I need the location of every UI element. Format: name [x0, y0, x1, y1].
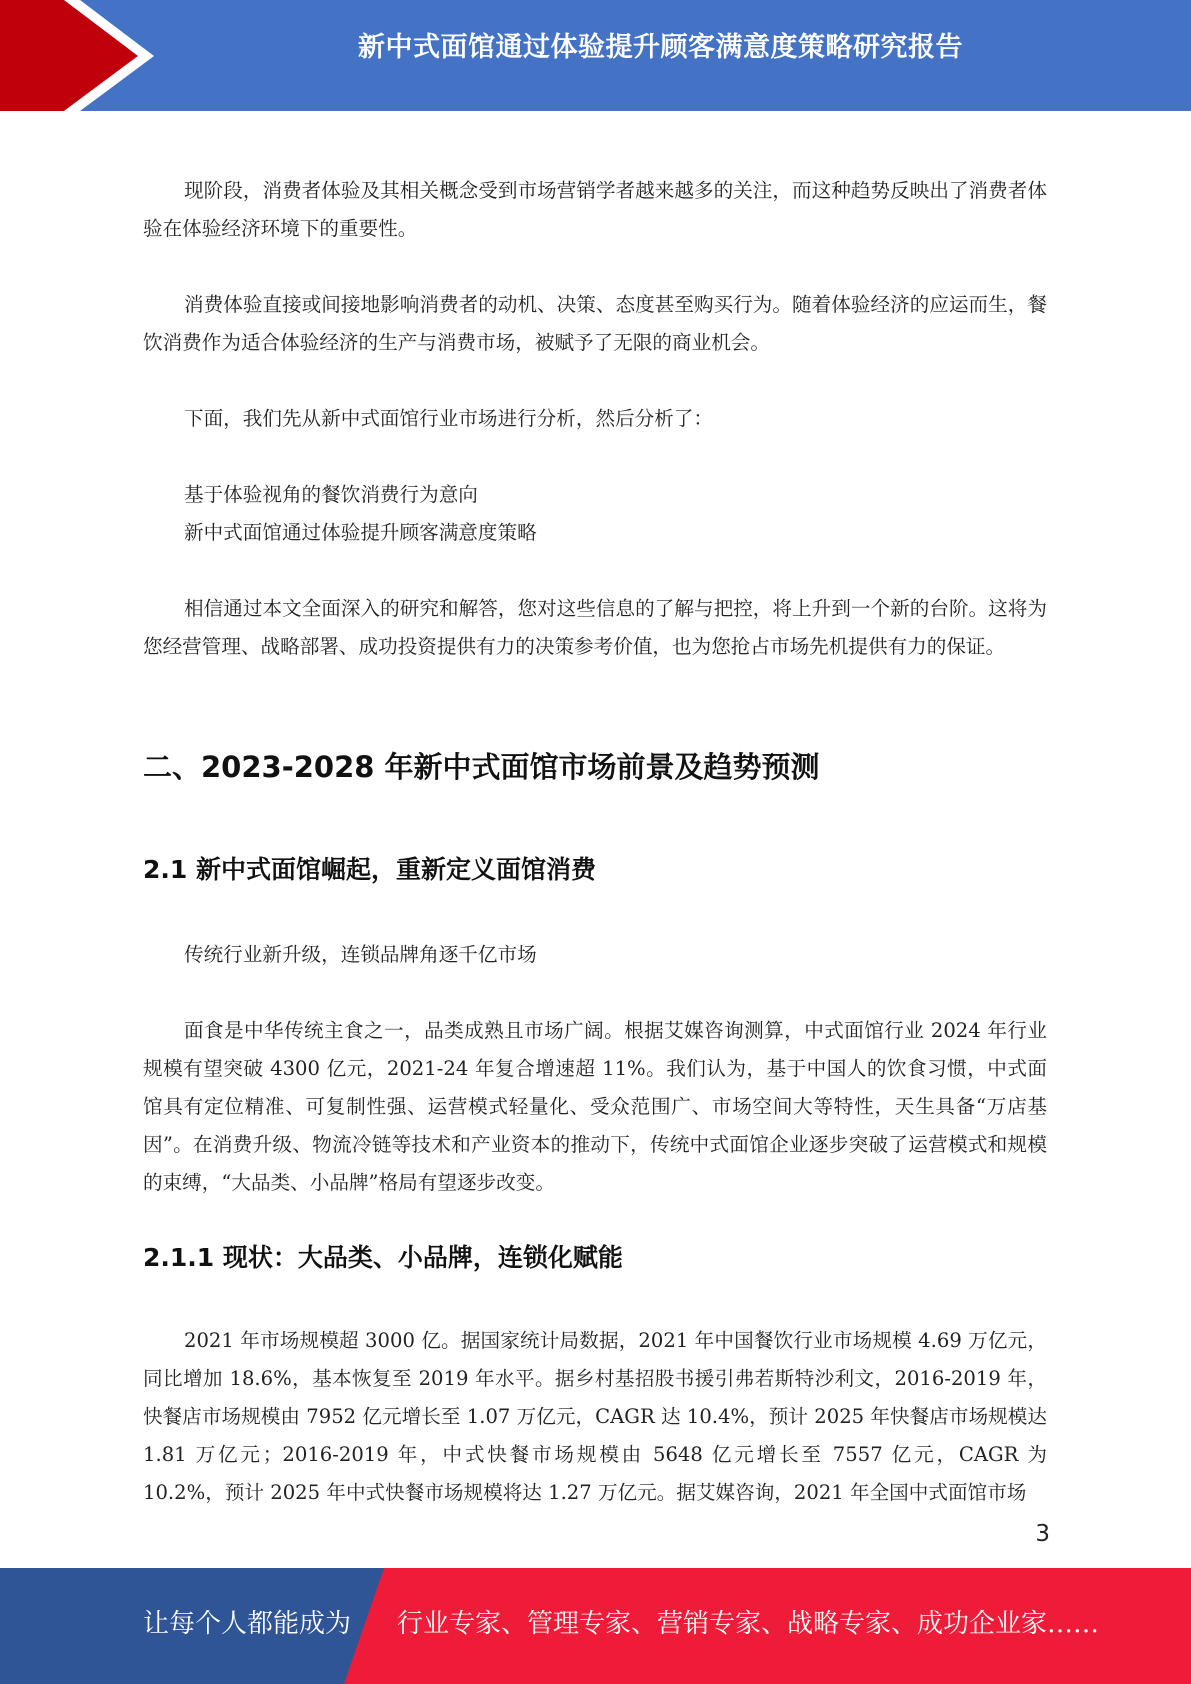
list-item-behavior-intention: 基于体验视角的餐饮消费行为意向: [184, 483, 478, 506]
section-heading: 二、2023-2028 年新中式面馆市场前景及趋势预测: [143, 750, 820, 784]
page-number: 3: [1035, 1521, 1050, 1547]
paragraph-value-statement: 相信通过本文全面深入的研究和解答，您对这些信息的了解与把控，将上升到一个新的台阶。这将为您经营管理、战略部署、成功投资提供有力的决策参考价值，也为您抢占市场先机提供有力的保证。: [143, 597, 1047, 658]
subsubsection-heading: 2.1.1 现状：大品类、小品牌，连锁化赋能: [143, 1243, 623, 1272]
paragraph-market-statistics: 2021 年市场规模超 3000 亿。据国家统计局数据，2021 年中国餐饮行业市场规模 4.69 万亿元，同比增加 18.6%，基本恢复至 2019 年水平。据乡村基招股书援引弗若斯特沙利文，2016-2019 年，快餐店市场规模由 7952 亿元增长至 1.07 万亿元，CAGR 达 10.4%，预计 2025 年快餐店市场规模达 1.81 万亿元；2016-2019 年，中式快餐市场规模由 5648 亿元增长至 7557 亿元，CAGR 为 10.2%，预计 2025 年中式快餐市场规模将达 1.27 万亿元。据艾媒咨询，2021 年全国中式面馆市场: [143, 1329, 1047, 1504]
footer-slogan-right: 行业专家、管理专家、营销专家、战略专家、成功企业家……: [397, 1609, 1100, 1639]
header-chevron-decoration: [0, 0, 170, 111]
paragraph-industry-upgrade: 传统行业新升级，连锁品牌角逐千亿市场: [184, 943, 537, 966]
subsection-heading: 2.1 新中式面馆崛起，重新定义面馆消费: [143, 855, 596, 884]
paragraph-intro: 现阶段，消费者体验及其相关概念受到市场营销学者越来越多的关注，而这种趋势反映出了消费者体验在体验经济环境下的重要性。: [143, 179, 1047, 240]
paragraph-market-size: 面食是中华传统主食之一，品类成熟且市场广阔。根据艾媒咨询测算，中式面馆行业 2024 年行业规模有望突破 4300 亿元，2021-24 年复合增速超 11%。我们认为，基于中国人的饮食习惯，中式面馆具有定位精准、可复制性强、运营模式轻量化、受众范围广、市场空间大等特性，天生具备“万店基因”。在消费升级、物流冷链等技术和产业资本的推动下，传统中式面馆企业逐步突破了运营模式和规模的束缚，“大品类、小品牌”格局有望逐步改变。: [143, 1019, 1047, 1194]
page-footer: [0, 1568, 1191, 1684]
paragraph-consumer-experience: 消费体验直接或间接地影响消费者的动机、决策、态度甚至购买行为。随着体验经济的应运而生，餐饮消费作为适合体验经济的生产与消费市场，被赋予了无限的商业机会。: [143, 293, 1047, 354]
paragraph-analysis-lead: 下面，我们先从新中式面馆行业市场进行分析，然后分析了：: [184, 407, 714, 430]
list-item-satisfaction-strategy: 新中式面馆通过体验提升顾客满意度策略: [184, 521, 537, 544]
page-header: [0, 0, 1191, 111]
footer-slogan-left: 让每个人都能成为: [143, 1609, 352, 1639]
report-title: 新中式面馆通过体验提升顾客满意度策略研究报告: [358, 32, 963, 63]
header-chevron-red: [0, 0, 138, 111]
